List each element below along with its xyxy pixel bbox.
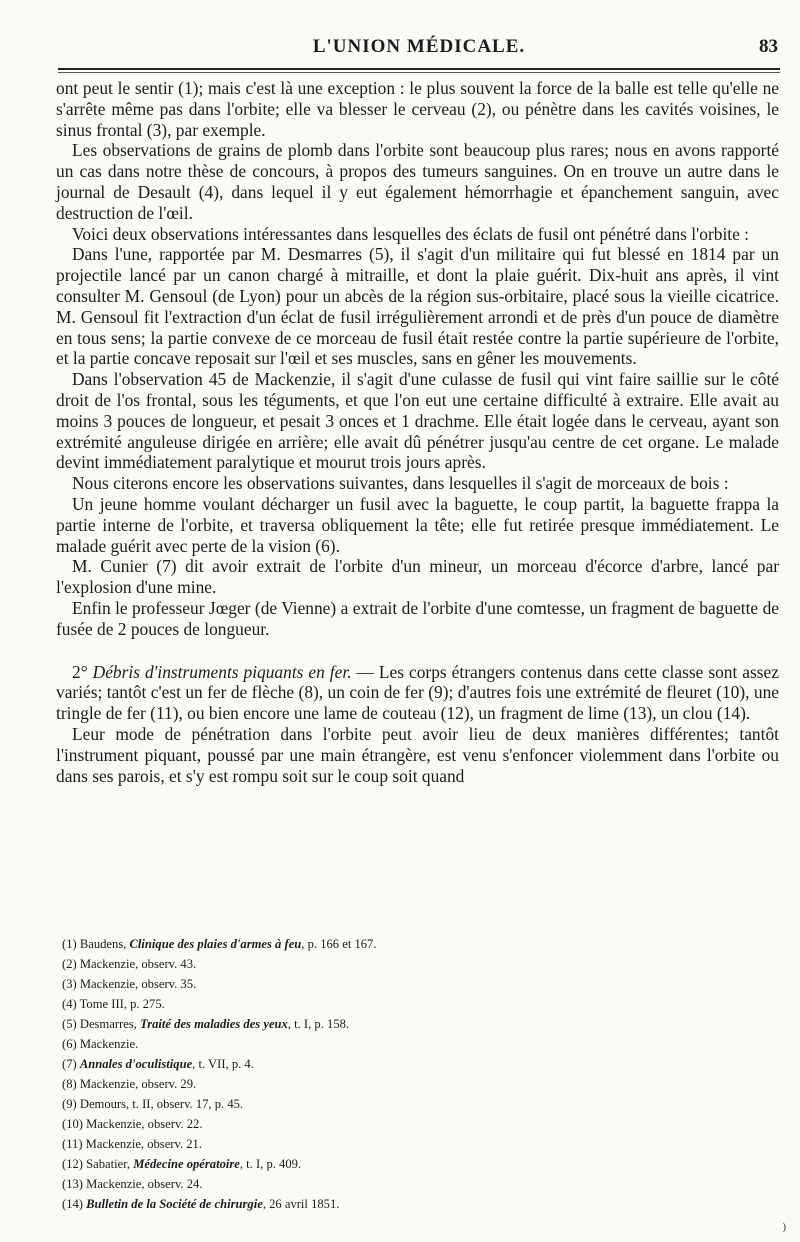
footnote xyxy=(62,994,762,1014)
footnote-number: (2) xyxy=(62,957,80,971)
footnote-number: (13) xyxy=(62,1177,87,1191)
section-title: Débris d'instruments piquants en fer. xyxy=(92,661,352,682)
edge-mark: ) xyxy=(782,1222,786,1233)
paragraph: Dans l'une, rapportée par M. Desmarres (5), il s'agit d'un militaire qui fut blessé en 1814 par un projectile lancé par un canon chargé à mitraille, et dont la plaie guérit. Dix-huit ans après, il vint consulter M. Gensoul (de Lyon) pour un abcès de la région sus-orbitaire, placé sous la vieille cicatrice. M. Gensoul fit l'extraction d'un éclat de fusil irrégulièrement arrondi et de près d'un pouce de diamètre en tous sens; la partie convexe de ce morceau de fusil était restée contre la partie supérieure de l'orbite, et la partie concave reposait sur l'œil et ses muscles, sans en gêner les mouvements. xyxy=(56,244,779,369)
footnote-work-title: Clinique des plaies d'armes à feu xyxy=(129,937,302,951)
footnote-work-title: Médecine opératoire xyxy=(133,1157,240,1171)
paragraph: Nous citerons encore les observations suivantes, dans lesquelles il s'agit de morceaux de bois : xyxy=(72,473,729,494)
footnote-author: Mackenzie, observ. 21. xyxy=(85,1137,203,1151)
section-text: Les corps étrangers contenus dans cette classe sont assez variés; tantôt c'est un fer de flèche (8), un coin de fer (9); d'autres fois une extrémité de fleuret (10), une tringle de fer (11), ou bien encore une lame de couteau (12), un fragment de lime (13), un clou (14). xyxy=(56,661,779,724)
footnote-work-title: Annales d'oculistique xyxy=(79,1057,193,1071)
footnote xyxy=(62,1094,762,1114)
footnote-work-title: Bulletin de la Société de chirurgie xyxy=(86,1197,263,1211)
footnotes xyxy=(62,934,762,1214)
footnote xyxy=(62,954,762,974)
section-paragraph xyxy=(56,662,779,724)
paragraph: Voici deux observations intéressantes dans lesquelles des éclats de fusil ont pénétré dans l'orbite : xyxy=(72,223,750,244)
footnote-author: Sabatier, xyxy=(86,1157,134,1171)
page-number: 83 xyxy=(759,36,778,57)
footnote-reference: , p. 166 et 167. xyxy=(301,937,377,951)
footnote-author: Mackenzie, observ. 43. xyxy=(79,957,197,971)
footnote xyxy=(62,1074,762,1094)
footnote-number: (8) xyxy=(62,1077,80,1091)
footnote-reference: , t. I, p. 409. xyxy=(239,1157,302,1171)
footnote-author: Mackenzie, observ. 35. xyxy=(79,977,197,991)
footnote xyxy=(62,1054,762,1074)
header-rule xyxy=(58,68,780,70)
footnote-author: Mackenzie. xyxy=(79,1037,139,1051)
footnote-number: (1) xyxy=(62,937,80,951)
footnote-number: (5) xyxy=(62,1017,80,1031)
paragraph: Dans l'observation 45 de Mackenzie, il s'agit d'une culasse de fusil qui vint faire saillie sur le côté droit de l'os frontal, sous les téguments, et que l'on eut une certaine difficulté à extraire. Elle avait au moins 3 pouces de longueur, et pesait 3 onces et 1 drachme. Elle était logée dans le cerveau, ayant son extrémité anguleuse dirigée en arrière; elle avait dû pénétrer jusqu'au centre de cet organe. Le malade devint immédiatement paralytique et mourut trois jours après. xyxy=(56,369,779,473)
footnote-reference: , t. VII, p. 4. xyxy=(192,1057,254,1071)
paragraph: Enfin le professeur Jœger (de Vienne) a extrait de l'orbite d'une comtesse, un fragment de baguette de fusée de 2 pouces de longueur. xyxy=(56,597,779,639)
footnote-author: Mackenzie, observ. 22. xyxy=(86,1117,203,1131)
header-rule-thin xyxy=(58,72,780,73)
footnote-number: (9) xyxy=(62,1097,80,1111)
footnote-reference: , t. I, p. 158. xyxy=(287,1017,350,1031)
footnote-number: (10) xyxy=(62,1117,87,1131)
footnote-number: (12) xyxy=(62,1157,87,1171)
paragraph: Un jeune homme voulant décharger un fusil avec la baguette, le coup partit, la baguette frappa la partie interne de l'orbite, et traversa obliquement la tête; elle fut retirée presque immédiatement. Le malade guérit avec perte de la vision (6). xyxy=(56,493,779,556)
footnote-number: (11) xyxy=(62,1137,86,1151)
footnote xyxy=(62,1154,762,1174)
footnote xyxy=(62,1194,762,1214)
footnote-author: Demours, t. II, observ. 17, p. 45. xyxy=(79,1097,244,1111)
paragraph: M. Cunier (7) dit avoir extrait de l'orbite d'un mineur, un morceau d'écorce d'arbre, lancé par l'explosion d'une mine. xyxy=(56,556,779,598)
footnote-author: Desmarres, xyxy=(79,1017,140,1031)
footnote-author: Baudens, xyxy=(79,937,130,951)
footnote xyxy=(62,1114,762,1134)
running-title: L'UNION MÉDICALE. xyxy=(312,36,526,57)
page-header xyxy=(58,36,780,58)
section-number: 2° xyxy=(72,661,88,682)
footnote xyxy=(62,934,762,954)
footnote xyxy=(62,1014,762,1034)
footnote-number: (4) xyxy=(62,997,80,1011)
footnote xyxy=(62,1034,762,1054)
footnote-author: Tome III, p. 275. xyxy=(79,997,165,1011)
body-text xyxy=(56,78,779,786)
footnote xyxy=(62,1174,762,1194)
footnote xyxy=(62,974,762,994)
footnote-number: (6) xyxy=(62,1037,80,1051)
footnote-number: (14) xyxy=(62,1197,87,1211)
footnote-number: (3) xyxy=(62,977,80,991)
footnote-reference: , 26 avril 1851. xyxy=(262,1197,340,1211)
footnote-work-title: Traité des maladies des yeux xyxy=(140,1017,288,1031)
footnote xyxy=(62,1134,762,1154)
footnote-author: Mackenzie, observ. 24. xyxy=(86,1177,203,1191)
footnote-number: (7) xyxy=(62,1057,80,1071)
paragraph: Leur mode de pénétration dans l'orbite peut avoir lieu de deux manières différentes; tantôt l'instrument piquant, poussé par une main étrangère, est venu s'enfoncer violemment dans l'orbite ou dans ses parois, et s'y est rompu soit sur le coup soit quand xyxy=(56,723,779,786)
paragraph: Les observations de grains de plomb dans l'orbite sont beaucoup plus rares; nous en avons rapporté un cas dans notre thèse de concours, à propos des tumeurs sanguines. On en trouve un autre dans le journal de Desault (4), dans lequel il y eut également hémorrhagie et épanchement sanguin, avec destruction de l'œil. xyxy=(56,140,779,223)
section-dash: — xyxy=(351,661,379,682)
paragraph: ont peut le sentir (1); mais c'est là une exception : le plus souvent la force de la balle est telle qu'elle ne s'arrête même pas dans l'orbite; elle va blesser le cerveau (2), ou pénètre dans les cavités voisines, le sinus frontal (3), par exemple. xyxy=(56,78,779,140)
footnote-author: Mackenzie, observ. 29. xyxy=(79,1077,197,1091)
